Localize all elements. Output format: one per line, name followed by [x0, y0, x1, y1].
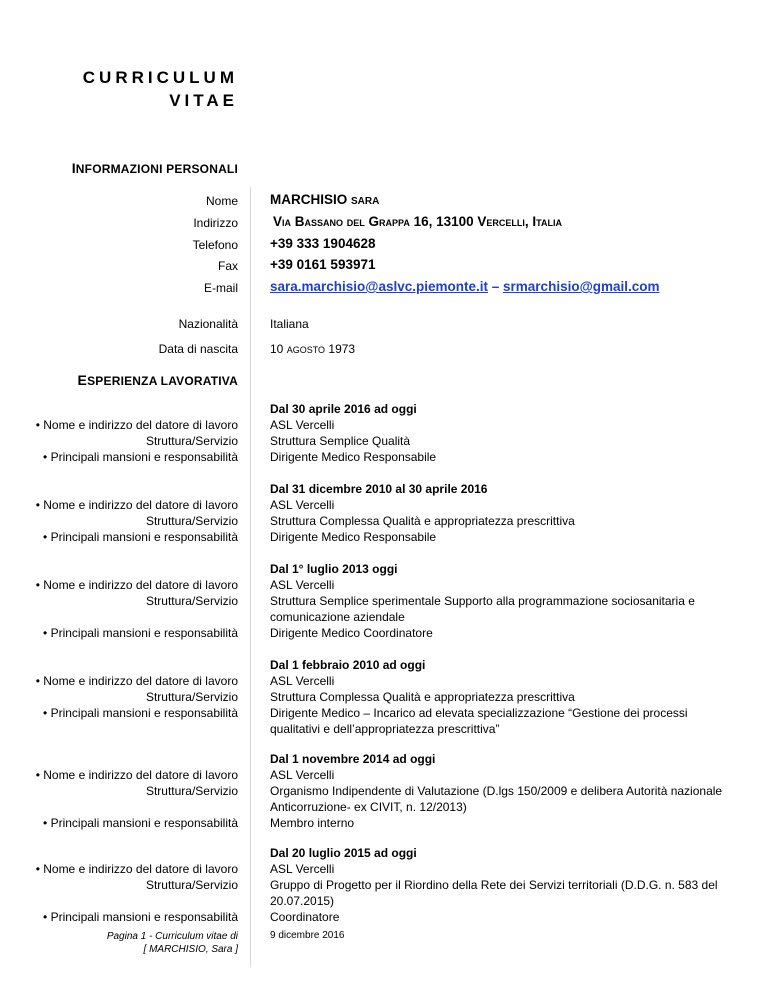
mansioni-label: • Principali mansioni e responsabilità — [43, 530, 238, 544]
nazionalita-value: Italiana — [270, 317, 309, 331]
experience-role: Coordinatore — [270, 910, 340, 924]
mansioni-label: • Principali mansioni e responsabilità — [43, 626, 238, 640]
page-footer-name: [ MARCHISIO, Sara ] — [143, 944, 238, 955]
struttura-label: Struttura/Servizio — [145, 514, 238, 528]
experience-employer: ASL Vercelli — [270, 674, 335, 688]
column-divider — [250, 187, 251, 967]
experience-role: Dirigente Medico Responsabile — [270, 530, 437, 544]
telefono-label: Telefono — [192, 238, 238, 252]
experience-role: Membro interno — [270, 816, 355, 830]
experience-employer: ASL Vercelli — [270, 862, 335, 876]
indirizzo-label: Indirizzo — [193, 216, 238, 230]
experience-employer: ASL Vercelli — [270, 768, 335, 782]
experience-period: Dal 1 febbraio 2010 ad oggi — [270, 658, 426, 672]
experience-structure: Gruppo di Progetto per il Riordino della Rete dei Servizi territoriali (D.D.G. n. 583 del 20.07.2015) — [270, 878, 718, 908]
experience-structure: Struttura Complessa Qualità e appropriatezza prescrittiva — [270, 690, 575, 704]
struttura-label: Struttura/Servizio — [145, 878, 238, 892]
experience-structure: Struttura Semplice sperimentale Supporto alla programmazione sociosanitaria e comunicazione aziendale — [270, 594, 695, 624]
fax-label: Fax — [217, 259, 238, 273]
telefono-value: +39 333 1904628 — [270, 236, 376, 251]
experience-period: Dal 1 novembre 2014 ad oggi — [270, 752, 436, 766]
indirizzo-value: Via Bassano del Grappa 16, 13100 Vercelli, Italia — [273, 214, 562, 229]
struttura-label: Struttura/Servizio — [145, 434, 238, 448]
experience-structure: Organismo Indipendente di Valutazione (D.lgs 150/2009 e delibera Autorità nazionale Anticorruzione- ex CIVIT, n. 12/2013) — [270, 784, 723, 814]
datore-label: • Nome e indirizzo del datore di lavoro — [35, 674, 238, 688]
experience-structure: Struttura Complessa Qualità e appropriatezza prescrittiva — [270, 514, 575, 528]
page-footer — [38, 930, 238, 956]
experience-employer: ASL Vercelli — [270, 418, 335, 432]
nazionalita-label: Nazionalità — [178, 317, 238, 331]
email-link-1[interactable]: sara.marchisio@aslvc.piemonte.it — [270, 279, 489, 294]
struttura-label: Struttura/Servizio — [145, 690, 238, 704]
email-link-2[interactable]: srmarchisio@gmail.com — [503, 279, 660, 294]
datore-label: • Nome e indirizzo del datore di lavoro — [35, 768, 238, 782]
experience-role: Dirigente Medico – Incarico ad elevata specializzazione “Gestione dei processi qualitativi e dell’appropriatezza prescrittiva” — [270, 706, 688, 736]
experience-period: Dal 1° luglio 2013 oggi — [270, 562, 398, 576]
experience-period: Dal 31 dicembre 2010 al 30 aprile 2016 — [270, 482, 488, 496]
datore-label: • Nome e indirizzo del datore di lavoro — [35, 578, 238, 592]
nascita-label: Data di nascita — [158, 342, 238, 356]
experience-structure: Struttura Semplice Qualità — [270, 434, 411, 448]
mansioni-label: • Principali mansioni e responsabilità — [43, 706, 238, 720]
struttura-label: Struttura/Servizio — [145, 594, 238, 608]
nascita-value: 10 AGOSTO 1973 — [270, 342, 356, 356]
nome-label: Nome — [205, 194, 238, 208]
datore-label: • Nome e indirizzo del datore di lavoro — [35, 418, 238, 432]
mansioni-label: • Principali mansioni e responsabilità — [43, 816, 238, 830]
struttura-label: Struttura/Servizio — [145, 784, 238, 798]
experience-period: Dal 30 aprile 2016 ad oggi — [270, 402, 417, 416]
section-personal-heading: INFORMAZIONI PERSONALI — [71, 160, 238, 176]
section-work-heading: ESPERIENZA LAVORATIVA — [77, 372, 238, 388]
mansioni-label: • Principali mansioni e responsabilità — [43, 910, 238, 924]
experience-employer: ASL Vercelli — [270, 578, 335, 592]
experience-period: Dal 20 luglio 2015 ad oggi — [270, 846, 417, 860]
fax-value: +39 0161 593971 — [270, 257, 376, 272]
mansioni-label: • Principali mansioni e responsabilità — [43, 450, 238, 464]
datore-label: • Nome e indirizzo del datore di lavoro — [35, 862, 238, 876]
email-label: E-mail — [203, 281, 238, 295]
email-value: sara.marchisio@aslvc.piemonte.it – srmarchisio@gmail.com — [270, 279, 660, 294]
page-number: 1 — [140, 931, 147, 942]
page-footer-line1: Pagina 1 - Curriculum vitae di — [106, 931, 238, 942]
experience-role: Dirigente Medico Coordinatore — [270, 626, 433, 640]
experience-role: Dirigente Medico Responsabile — [270, 450, 437, 464]
datore-label: • Nome e indirizzo del datore di lavoro — [35, 498, 238, 512]
cv-title-line1: CURRICULUM — [82, 68, 238, 87]
cv-title — [83, 66, 238, 112]
nome-value: MARCHISIO SARA — [270, 192, 380, 207]
cv-title-line2: VITAE — [169, 91, 238, 110]
footer-date: 9 dicembre 2016 — [270, 930, 345, 941]
experience-employer: ASL Vercelli — [270, 498, 335, 512]
